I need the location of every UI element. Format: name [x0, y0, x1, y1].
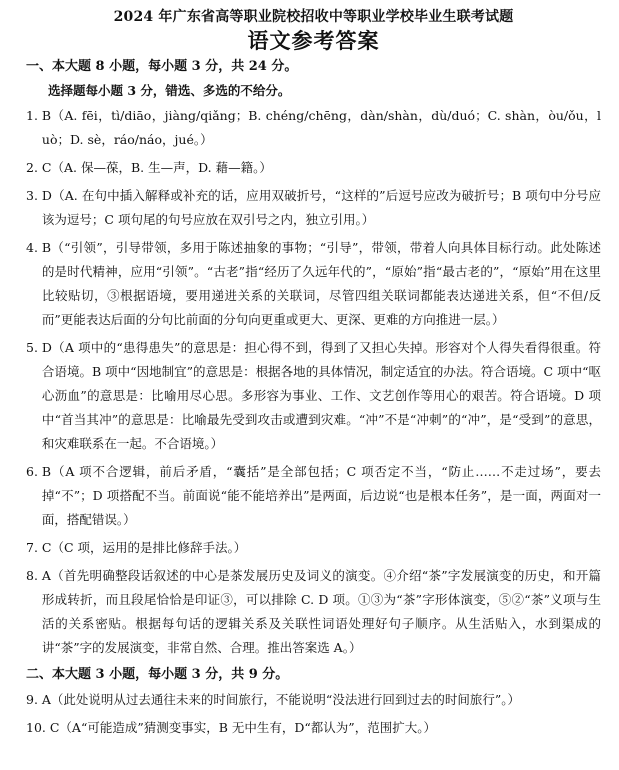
- question-answer: D（A 项中的“患得患失”的意思是：担心得不到，得到了又担心失掉。形容对个人得失看得很重。符合语境。B 项中“因地制宜”的意思是：根据各地的具体情况，制定适宜的办法。符合语境。C 项中“呕心沥血”的意思是：比喻用尽心思。多形容为事业、工作、文艺创作等用心的艰苦。符合语境。D 项中“首当其冲”的意思是：比喻最先受到攻击或遭到灾难。“冲”不是“冲刺”的“冲”，是“受到”的意思，和灾难联系在一起。不合语境。）: [41, 340, 601, 451]
- question-answer: D（A. 在句中插入解释或补充的话，应用双破折号，“这样的”后逗号应改为破折号；B 项句中分号应该为逗号；C 项句尾的句号应放在双引号之内，独立引用。）: [41, 188, 601, 227]
- question-number: 9.: [26, 692, 42, 707]
- question-item: [26, 104, 601, 152]
- section-one-instruction: 选择题每小题 3 分，错选、多选的不给分。: [48, 83, 291, 98]
- question-answer: B（“引领”，引导带领，多用于陈述抽象的事物；“引导”，带领，带着人向具体目标行动。此处陈述的是时代精神，应用“引领”。“古老”指“经历了久远年代的”，“原始”指“最古老的”，“原始”用在这里比较贴切，③根据语境，要用递进关系的关联词，尽管四组关联词都能表达递进关系，但“不但/反而”更能表达后面的分句比前面的分句向更重或更大、更深、更难的方向推进一层。）: [41, 240, 601, 327]
- question-item: [26, 184, 601, 232]
- question-answer: C（C 项，运用的是排比修辞手法。）: [41, 540, 247, 555]
- question-number: 3.: [26, 188, 42, 203]
- question-answer: C（A. 保—葆，B. 生—声，D. 藉—籍。）: [41, 160, 272, 175]
- question-item: [26, 236, 601, 332]
- question-item: [26, 460, 601, 532]
- question-answer: A（首先明确整段话叙述的中心是茶发展历史及词义的演变。④介绍“茶”字发展演变的历史，和开篇形成转折，而且段尾恰恰是印证③，可以排除 C. D 项。①③为“茶”字形体演变，⑤②“茶”义项与生活的关系密贴。根据每句话的逻辑关系及关联性词语处理好句子顺序。从生活贴入，水到渠成的讲“茶”字的发展演变，非常自然、合理。推出答案选 A。）: [41, 568, 601, 655]
- section-one-heading: 一、本大题 8 小题，每小题 3 分，共 24 分。: [26, 59, 298, 74]
- question-item: [26, 564, 601, 660]
- question-number: 5.: [26, 340, 42, 355]
- question-number: 4.: [26, 240, 42, 255]
- question-item: [26, 536, 601, 560]
- question-number: 6.: [26, 464, 42, 479]
- question-number: 1.: [26, 108, 42, 123]
- question-number: 8.: [26, 568, 42, 583]
- question-answer: B（A 项不合逻辑，前后矛盾，“囊括”是全部包括；C 项否定不当，“防止……不走过场”，要去掉“不”；D 项搭配不当。前面说“能不能培养出”是两面，后边说“也是根本任务”，是一面，两面对一面，搭配错误。）: [41, 464, 601, 527]
- question-number: 2.: [26, 160, 42, 175]
- question-answer: C（A“可能造成”猜测变事实，B 无中生有，D“都认为”，范围扩大。）: [49, 720, 436, 735]
- section-two-heading: 二、本大题 3 小题，每小题 3 分，共 9 分。: [26, 667, 289, 682]
- question-answer: B（A. fēi，tì/diāo，jiàng/qiǎng；B. chéng/chēng，dàn/shàn，dù/duó；C. shàn，òu/ǒu，luò；D. sè，ráo/náo，jué。）: [41, 108, 601, 147]
- question-item: [26, 156, 601, 180]
- document-title: 语文参考答案: [247, 28, 380, 53]
- question-answer: A（此处说明从过去通往未来的时间旅行，不能说明“没法进行回到过去的时间旅行”。）: [41, 692, 520, 707]
- question-item: [26, 716, 601, 740]
- question-item: [26, 688, 601, 712]
- question-item: [26, 336, 601, 456]
- question-number: 7.: [26, 540, 42, 555]
- exam-title: 2024 年广东省高等职业院校招收中等职业学校毕业生联考试题: [113, 9, 514, 25]
- question-number: 10.: [26, 720, 50, 735]
